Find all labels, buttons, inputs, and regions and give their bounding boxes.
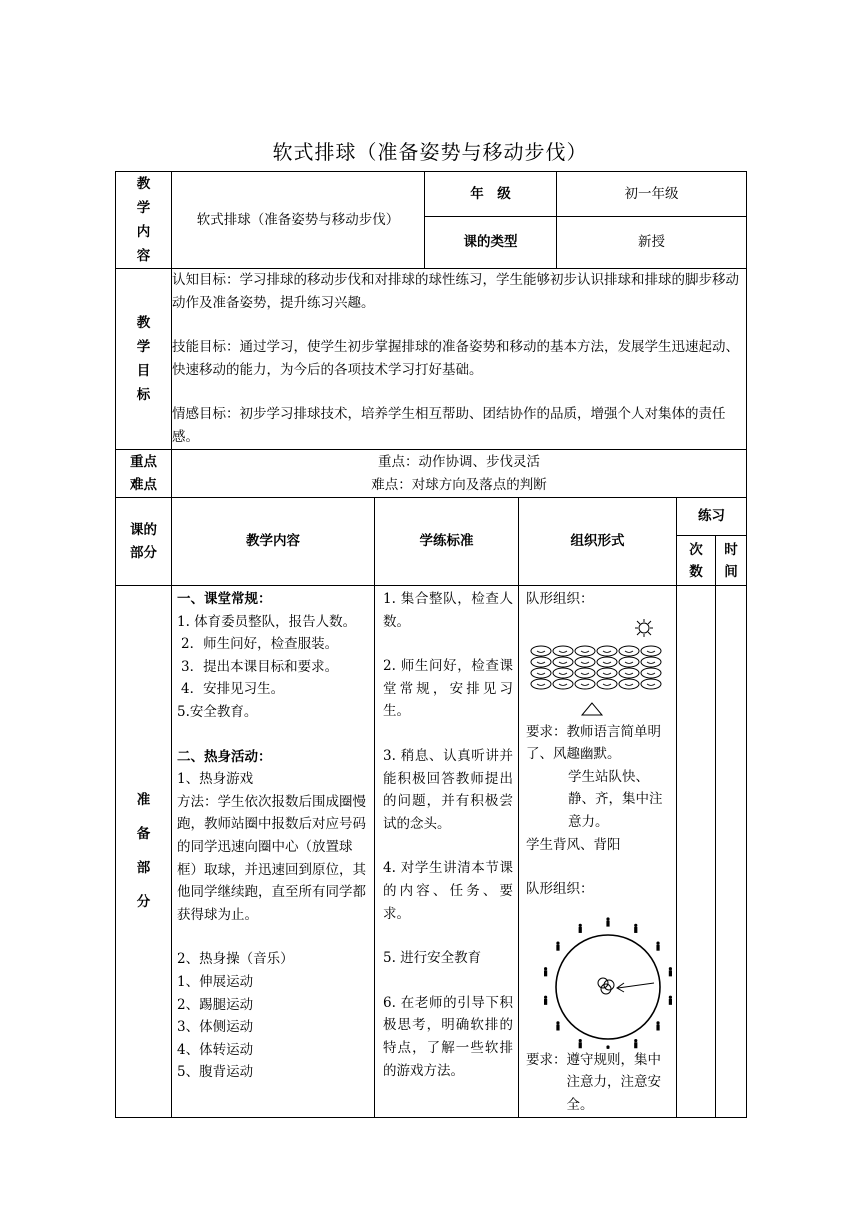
requirement-row (526, 1049, 673, 1117)
person-icon (669, 967, 672, 976)
standard-item: 4. 对学生讲清本节课的内容、任务、要求。 (383, 860, 513, 922)
student-icon (553, 657, 573, 667)
rows-formation-diagram (526, 611, 676, 721)
key-point: 重点：动作协调、步伐灵活 (378, 453, 540, 470)
student-icon (641, 646, 661, 656)
requirement-text: 要求：教师语言简单明了、风趣幽默。 (526, 723, 661, 763)
student-icon (641, 668, 661, 678)
student-icon (575, 679, 595, 689)
student-icon (619, 679, 639, 689)
difficulty: 难点：对球方向及落点的判断 (371, 476, 547, 493)
student-icon (531, 679, 551, 689)
student-icon (619, 657, 639, 667)
grade-value: 初一年级 (557, 172, 747, 217)
student-icon (619, 646, 639, 656)
prep-standard (375, 586, 519, 1118)
requirement-text: 学生站队快、静、齐，集中注意力。 (568, 768, 663, 830)
col-times: 次数 (677, 536, 716, 586)
student-face-icon (625, 662, 633, 664)
student-face-icon (559, 673, 567, 675)
student-face-icon (559, 684, 567, 686)
requirement-text: 遵守规则，集中注意力，注意安全。 (566, 1051, 661, 1113)
duration-cell (716, 586, 747, 1118)
skill-objective: 技能目标：通过学习，使学生初步掌握排球的准备姿势和移动的基本方法，发展学生迅速起动、快速移动的能力，为今后的各项技术学习打好基础。 (172, 339, 739, 378)
prep-content (172, 586, 375, 1118)
student-icon (641, 657, 661, 667)
student-icon (597, 679, 617, 689)
person-icon (606, 917, 609, 926)
exercise-item: 1、伸展运动 (177, 973, 254, 990)
routine-item: 5.安全教育。 (177, 703, 258, 720)
person-icon (656, 1021, 659, 1030)
warmup-method: 方法：学生依次报数后围成圈慢跑，教师站圈中报数后对应号码的同学迅速向圈中心（放置球框）取球，并迅速回到原位，其他同学继续跑，直至所有同学都获得球为止。 (177, 793, 366, 923)
page-title: 软式排球（准备姿势与移动步伐） (272, 140, 588, 164)
student-icon (531, 646, 551, 656)
exercise-item: 2、踢腿运动 (177, 996, 254, 1013)
prep-organization (519, 586, 677, 1118)
student-face-icon (581, 673, 589, 675)
standard-item: 2. 师生问好，检查课堂常规，安排见习生。 (383, 658, 513, 720)
exercise-item: 4、体转运动 (177, 1041, 254, 1058)
student-face-icon (603, 673, 611, 675)
objectives-label: 教学目标 (116, 269, 172, 450)
affective-objective: 情感目标：初步学习排球技术，培养学生相互帮助、团结协作的品质，增强个人对集体的责任感。 (172, 406, 726, 445)
teacher-triangle-icon (582, 703, 602, 715)
lesson-type-value: 新授 (557, 217, 747, 269)
person-icon (556, 941, 559, 950)
times-cell (677, 586, 716, 1118)
col-part: 课的部分 (116, 498, 172, 586)
student-icon (597, 668, 617, 678)
student-icon (553, 679, 573, 689)
lesson-plan-table (115, 171, 747, 1118)
arrow-icon (617, 983, 654, 992)
student-face-icon (625, 684, 633, 686)
formation-label: 队形组织： (526, 881, 594, 898)
col-organization: 组织形式 (519, 498, 677, 586)
student-face-icon (603, 662, 611, 664)
student-icon (575, 668, 595, 678)
routine-item: 3．提出本课目标和要求。 (181, 658, 339, 675)
running-circle (556, 935, 660, 1039)
student-icon (553, 646, 573, 656)
standard-item: 6. 在老师的引导下积极思考，明确软排的特点，了解一些软排的游戏方法。 (383, 994, 513, 1079)
student-icon (553, 668, 573, 678)
col-practice: 练习 (677, 498, 747, 536)
formation-label: 队形组织： (526, 591, 594, 607)
student-face-icon (537, 684, 545, 686)
student-icon (531, 668, 551, 678)
student-face-icon (647, 684, 655, 686)
person-icon (656, 941, 659, 950)
student-icon (597, 657, 617, 667)
routine-heading: 一、课堂常规： (177, 591, 272, 607)
student-face-icon (559, 651, 567, 653)
warmup-exercise-heading: 2、热身操（音乐） (177, 951, 294, 968)
person-icon (579, 1039, 582, 1048)
requirement-label: 要求： (526, 1051, 567, 1068)
student-face-icon (581, 662, 589, 664)
key-points-label: 重点 难点 (116, 450, 172, 498)
person-icon (556, 1021, 559, 1030)
standard-item: 5. 进行安全教育 (383, 950, 482, 967)
requirement-text: 学生背风、背阳 (526, 836, 621, 853)
student-face-icon (581, 684, 589, 686)
col-content: 教学内容 (172, 498, 375, 586)
student-face-icon (647, 662, 655, 664)
student-icon (641, 679, 661, 689)
lesson-type-label: 课的类型 (425, 217, 557, 269)
student-face-icon (603, 651, 611, 653)
warmup-game: 1、热身游戏 (177, 771, 254, 788)
ball-basket-icon (598, 978, 614, 994)
person-icon (669, 995, 672, 1004)
routine-item: 1. 体育委员整队，报告人数。 (177, 613, 357, 630)
student-face-icon (537, 673, 545, 675)
standard-item: 1. 集合整队，检查人数。 (383, 591, 513, 630)
grade-label: 年 级 (425, 172, 557, 217)
student-face-icon (647, 673, 655, 675)
student-icon (575, 646, 595, 656)
routine-item: 2．师生问好，检查服装。 (181, 636, 339, 653)
student-icon (597, 646, 617, 656)
objectives-text (172, 269, 747, 450)
warmup-heading: 二、热身活动： (177, 748, 272, 765)
student-icon (531, 657, 551, 667)
teacher-sun-icon (635, 619, 653, 637)
exercise-item: 5、腹背运动 (177, 1064, 254, 1081)
key-points-text (172, 450, 747, 498)
student-icon (575, 657, 595, 667)
person-icon (544, 995, 547, 1004)
content-value: 软式排球（准备姿势与移动步伐） (172, 172, 425, 269)
standard-item: 3. 稍息、认真听讲并能积极回答教师提出的问题，并有积极尝试的念头。 (383, 747, 513, 832)
student-face-icon (625, 673, 633, 675)
prep-part-label: 准备部分 (116, 586, 172, 1118)
routine-item: 4．安排见习生。 (181, 681, 285, 698)
person-icon (579, 923, 582, 932)
person-icon (634, 923, 637, 932)
person-icon (634, 1039, 637, 1048)
student-face-icon (559, 662, 567, 664)
students-grid (531, 646, 661, 689)
student-face-icon (537, 662, 545, 664)
student-face-icon (581, 651, 589, 653)
col-duration: 时间 (716, 536, 747, 586)
student-face-icon (625, 651, 633, 653)
student-face-icon (603, 684, 611, 686)
cognitive-objective: 认知目标：学习排球的移动步伐和对排球的球性练习，学生能够初步认识排球和排球的脚步移动动作及准备姿势，提升练习兴趣。 (172, 272, 739, 311)
person-icon (544, 967, 547, 976)
content-label: 教学内容 (116, 172, 172, 269)
exercise-item: 3、体侧运动 (177, 1019, 254, 1036)
student-face-icon (537, 651, 545, 653)
student-icon (619, 668, 639, 678)
student-face-icon (647, 651, 655, 653)
col-standard: 学练标准 (375, 498, 519, 586)
circle-formation-diagram (526, 909, 676, 1049)
